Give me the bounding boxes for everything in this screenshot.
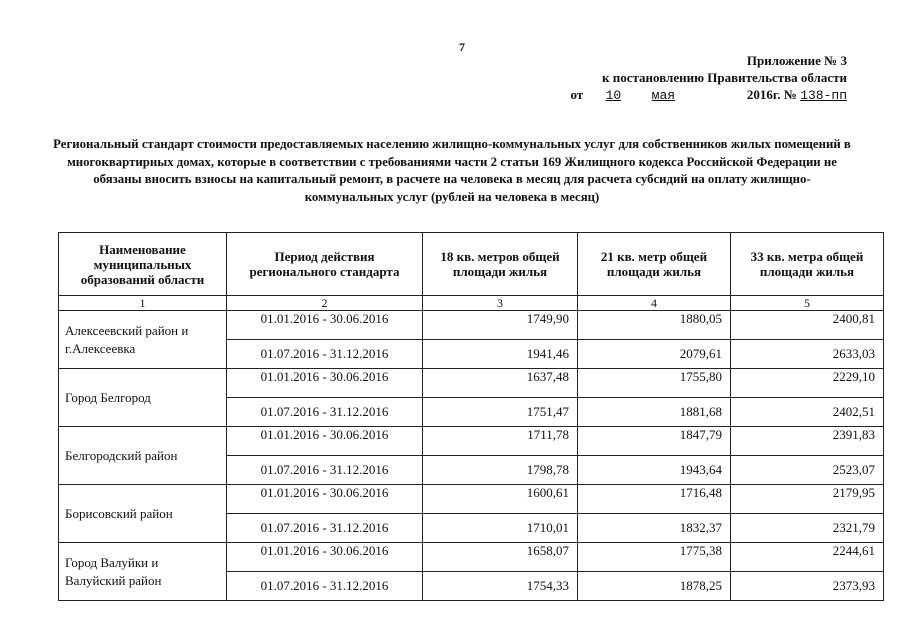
- value-18sqm: 1710,01: [423, 514, 578, 543]
- header-18sqm: 18 кв. метров общей площади жилья: [423, 233, 578, 296]
- value-18sqm: 1754,33: [423, 572, 578, 601]
- table-row: [59, 311, 884, 340]
- period-cell: 01.07.2016 - 31.12.2016: [227, 514, 423, 543]
- period-cell: 01.07.2016 - 31.12.2016: [227, 340, 423, 369]
- date-from-label: от: [570, 87, 584, 102]
- municipality-name: Борисовский район: [59, 485, 227, 543]
- municipality-name: Город Валуйки и Валуйский район: [59, 543, 227, 601]
- header-municipality: Наименование муниципальных образований области: [59, 233, 227, 296]
- value-21sqm: 1881,68: [578, 398, 731, 427]
- column-number: 1: [59, 296, 227, 311]
- value-18sqm: 1637,48: [423, 369, 578, 398]
- appendix-header: [570, 52, 847, 104]
- value-18sqm: 1600,61: [423, 485, 578, 514]
- municipality-name: Белгородский район: [59, 427, 227, 485]
- page-number: 7: [459, 40, 465, 54]
- period-cell: 01.01.2016 - 30.06.2016: [227, 369, 423, 398]
- appendix-date-line: [570, 86, 847, 104]
- value-33sqm: 2229,10: [731, 369, 884, 398]
- value-18sqm: 1749,90: [423, 311, 578, 340]
- value-33sqm: 2179,95: [731, 485, 884, 514]
- column-number: 5: [731, 296, 884, 311]
- header-33sqm: 33 кв. метра общей площади жилья: [731, 233, 884, 296]
- resolution-number: 138-пп: [800, 88, 847, 103]
- value-21sqm: 1716,48: [578, 485, 731, 514]
- value-33sqm: 2400,81: [731, 311, 884, 340]
- value-18sqm: 1658,07: [423, 543, 578, 572]
- value-21sqm: 1943,64: [578, 456, 731, 485]
- value-21sqm: 1775,38: [578, 543, 731, 572]
- value-21sqm: 1832,37: [578, 514, 731, 543]
- header-period: Период действия регионального стандарта: [227, 233, 423, 296]
- value-21sqm: 1880,05: [578, 311, 731, 340]
- value-33sqm: 2373,93: [731, 572, 884, 601]
- appendix-title: Приложение № 3: [746, 53, 847, 68]
- value-21sqm: 1755,80: [578, 369, 731, 398]
- table-row: [59, 427, 884, 456]
- date-day: 10: [605, 88, 622, 103]
- municipality-name: Город Белгород: [59, 369, 227, 427]
- value-33sqm: 2633,03: [731, 340, 884, 369]
- value-21sqm: 1847,79: [578, 427, 731, 456]
- date-year-label: 2016г. №: [746, 87, 797, 102]
- date-month: мая: [651, 88, 676, 103]
- period-cell: 01.01.2016 - 30.06.2016: [227, 427, 423, 456]
- column-number: 4: [578, 296, 731, 311]
- value-18sqm: 1711,78: [423, 427, 578, 456]
- document-title: Региональный стандарт стоимости предоставляемых населению жилищно-коммунальных услуг для собственников жилых помещений в многоквартирных домах, которые в соответствии с требованиями части 2 статьи 169 Жилищного кодекса Российской Федерации не обязаны вносить взносы на капитальный ремонт, в расчете на человека в месяц для расчета субсидий на оплату жилищно-коммунальных услуг (рублей на человека в месяц): [53, 137, 851, 204]
- value-21sqm: 1878,25: [578, 572, 731, 601]
- value-18sqm: 1751,47: [423, 398, 578, 427]
- table-row: [59, 543, 884, 572]
- value-33sqm: 2402,51: [731, 398, 884, 427]
- header-21sqm: 21 кв. метр общей площади жилья: [578, 233, 731, 296]
- value-18sqm: 1941,46: [423, 340, 578, 369]
- table-row: [59, 369, 884, 398]
- value-33sqm: 2523,07: [731, 456, 884, 485]
- value-18sqm: 1798,78: [423, 456, 578, 485]
- column-number: 3: [423, 296, 578, 311]
- period-cell: 01.07.2016 - 31.12.2016: [227, 572, 423, 601]
- table-row: [59, 485, 884, 514]
- value-33sqm: 2244,61: [731, 543, 884, 572]
- value-33sqm: 2391,83: [731, 427, 884, 456]
- period-cell: 01.01.2016 - 30.06.2016: [227, 311, 423, 340]
- standard-cost-table: [58, 232, 884, 601]
- period-cell: 01.01.2016 - 30.06.2016: [227, 485, 423, 514]
- column-number: 2: [227, 296, 423, 311]
- period-cell: 01.01.2016 - 30.06.2016: [227, 543, 423, 572]
- municipality-name: Алексеевский район и г.Алексеевка: [59, 311, 227, 369]
- value-33sqm: 2321,79: [731, 514, 884, 543]
- appendix-resolution: к постановлению Правительства области: [601, 70, 847, 85]
- period-cell: 01.07.2016 - 31.12.2016: [227, 398, 423, 427]
- period-cell: 01.07.2016 - 31.12.2016: [227, 456, 423, 485]
- value-21sqm: 2079,61: [578, 340, 731, 369]
